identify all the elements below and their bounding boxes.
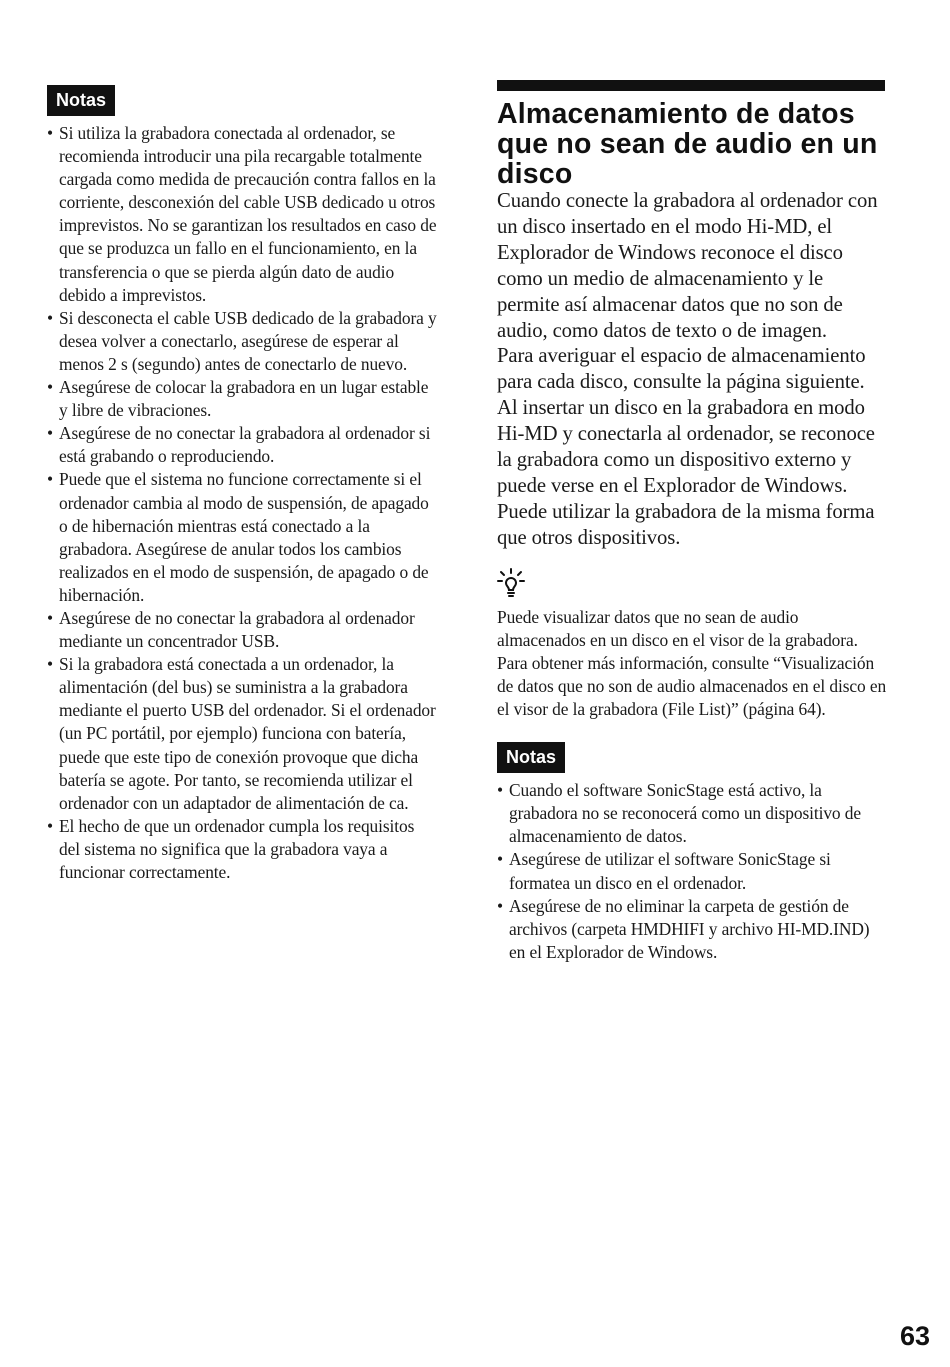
note-item: • Asegúrese de no conectar la grabadora al ordenador mediante un concentrador USB. (47, 607, 439, 653)
body-paragraph-1a: Cuando conecte la grabadora al ordenador con un disco insertado en el modo Hi-MD, el Explorador de Windows reconoce el disco como un medio de almacenamiento y le permite así almacenar datos que no son de audio, como datos de texto o de imagen. (497, 190, 878, 342)
section-title: Almacenamiento de datos que no sean de audio en un disco (497, 98, 878, 190)
note-item: • Puede que el sistema no funcione correctamente si el ordenador cambia al modo de suspensión, de apagado o de hibernación mientras está conectado a la grabadora. Asegúrese de anular todos los cambios realizados en el modo de suspensión, de apagado o de hibernación. (47, 468, 439, 607)
section-rule (497, 80, 885, 91)
body-paragraph-2: Al insertar un disco en la grabadora en modo Hi-MD y conectarla al ordenador, se reconoce la grabadora como un dispositivo externo y puede verse en el Explorador de Windows. Puede utilizar la grabadora de la misma forma que otros dispositivos. (497, 397, 875, 549)
note-item: • Cuando el software SonicStage está activo, la grabadora no se reconocerá como un dispositivo de almacenamiento de datos. (497, 779, 887, 848)
notes-list (47, 122, 439, 884)
hint-text: Puede visualizar datos que no sean de audio almacenados en un disco en el visor de la grabadora. Para obtener más información, consulte “Visualización de datos que no son de audio almacenados en el disco en el visor de la grabadora (File List)” (página 64). (497, 606, 887, 720)
notes-label-right: Notas (497, 742, 565, 773)
note-item: • Si utiliza la grabadora conectada al ordenador, se recomienda introducir una pila recargable totalmente cargada como medida de precaución contra fallos en la corriente, desconexión del cable USB dedicado u otros imprevistos. No se garantizan los resultados en caso de que se produzca un fallo en el funcionamiento, en la transferencia o que se pierda algún dato de audio debido a imprevistos. (47, 122, 439, 307)
note-item: • Si desconecta el cable USB dedicado de la grabadora y desea volver a conectarlo, asegúrese de esperar al menos 2 s (segundo) antes de conectarlo de nuevo. (47, 307, 439, 376)
note-item: • Asegúrese de colocar la grabadora en un lugar estable y libre de vibraciones. (47, 376, 439, 422)
page-number: 63 (899, 1321, 930, 1351)
right-column (497, 80, 887, 964)
note-item: • Asegúrese de no eliminar la carpeta de gestión de archivos (carpeta HMDHIFI y archivo HI-MD.IND) en el Explorador de Windows. (497, 895, 887, 964)
notes-label: Notas (47, 85, 115, 116)
note-item: • Asegúrese de no conectar la grabadora al ordenador si está grabando o reproduciendo. (47, 422, 439, 468)
lightbulb-hint-icon (497, 568, 525, 598)
body-paragraph-1b: Para averiguar el espacio de almacenamiento para cada disco, consulte la página siguiente. (497, 345, 866, 394)
note-item: • Asegúrese de utilizar el software SonicStage si formatea un disco en el ordenador. (497, 848, 887, 894)
note-item: • Si la grabadora está conectada a un ordenador, la alimentación (del bus) se suministra a la grabadora mediante el puerto USB del ordenador. Si el ordenador (un PC portátil, por ejemplo) funciona con batería, puede que este tipo de conexión provoque que dicha batería se agote. Por tanto, se recomienda utilizar el ordenador con un adaptador de alimentación de ca. (47, 653, 439, 815)
note-item: • El hecho de que un ordenador cumpla los requisitos del sistema no significa que la grabadora vaya a funcionar correctamente. (47, 815, 439, 884)
notes-list-right (497, 779, 887, 964)
left-column (47, 85, 439, 884)
